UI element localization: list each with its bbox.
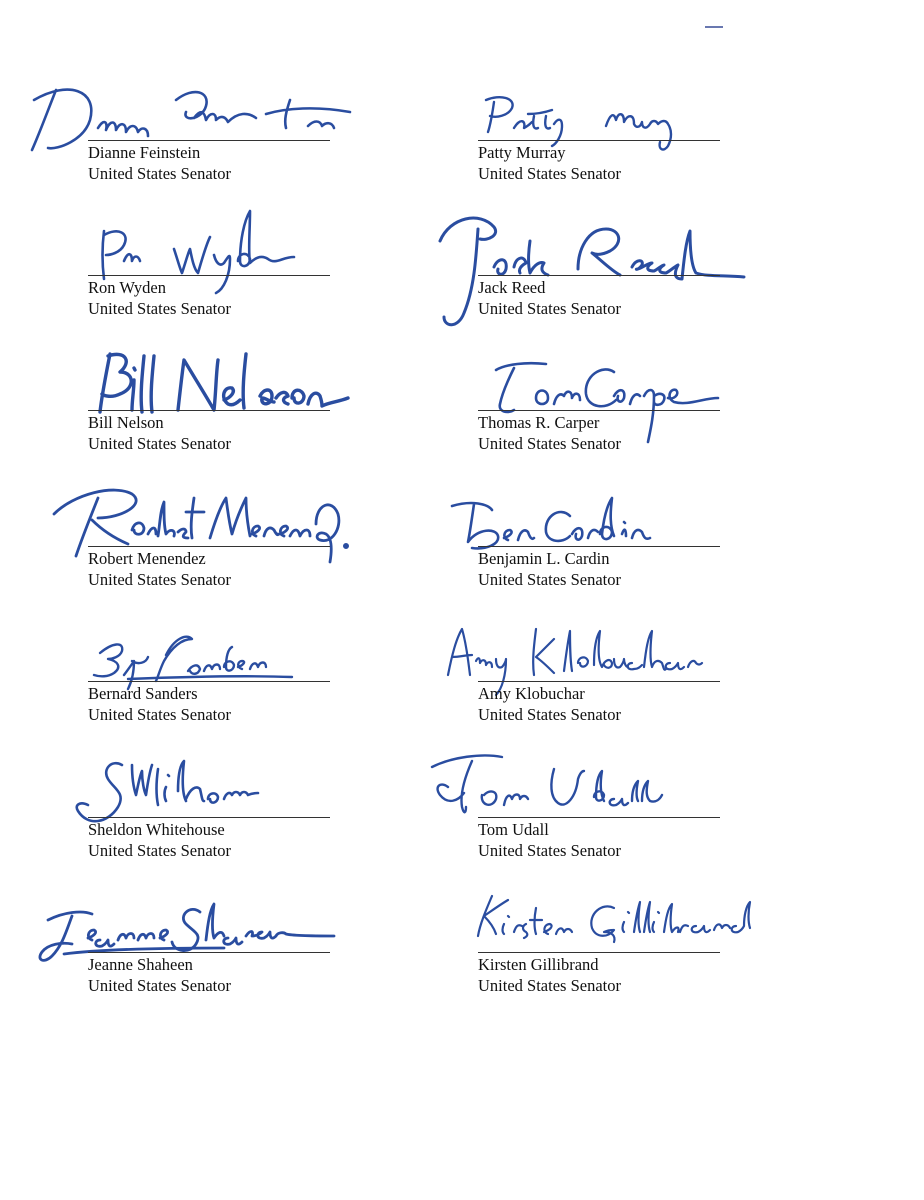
signer-name: Patty Murray xyxy=(478,143,566,162)
signer-name: Dianne Feinstein xyxy=(88,143,201,162)
signer-title: United States Senator xyxy=(478,976,621,995)
signer-title: United States Senator xyxy=(478,705,621,724)
signer-title: United States Senator xyxy=(478,841,621,860)
signer-title: United States Senator xyxy=(88,164,231,183)
signature-line xyxy=(478,140,720,141)
signature-block xyxy=(478,340,738,470)
signer-name: Thomas R. Carper xyxy=(478,413,600,432)
signature-line xyxy=(88,410,330,411)
signer-title: United States Senator xyxy=(88,299,231,318)
signature-block xyxy=(88,747,348,877)
signature-block xyxy=(88,611,348,741)
signature-line xyxy=(478,410,720,411)
signature-line xyxy=(88,546,330,547)
signer-title: United States Senator xyxy=(478,434,621,453)
stray-pen-mark xyxy=(705,26,723,28)
signer-name: Bernard Sanders xyxy=(88,684,198,703)
signer-title: United States Senator xyxy=(478,299,621,318)
signer-name: Sheldon Whitehouse xyxy=(88,820,225,839)
signature-block xyxy=(88,70,348,200)
signature-line xyxy=(478,546,720,547)
signature-block xyxy=(88,340,348,470)
signature-block xyxy=(478,205,738,335)
signature-line xyxy=(88,681,330,682)
signature-line xyxy=(88,952,330,953)
signature-line xyxy=(88,275,330,276)
signer-name: Tom Udall xyxy=(478,820,549,839)
signer-name: Ron Wyden xyxy=(88,278,166,297)
signature-block xyxy=(478,747,738,877)
signer-title: United States Senator xyxy=(478,570,621,589)
signature-block xyxy=(478,882,738,1012)
signer-name: Jeanne Shaheen xyxy=(88,955,193,974)
signature-line xyxy=(478,681,720,682)
signature-block xyxy=(88,882,348,1012)
signer-name: Robert Menendez xyxy=(88,549,206,568)
signature-block xyxy=(478,611,738,741)
signer-title: United States Senator xyxy=(88,841,231,860)
signature-line xyxy=(478,817,720,818)
signature-line xyxy=(478,952,720,953)
signature-line xyxy=(478,275,720,276)
signer-name: Benjamin L. Cardin xyxy=(478,549,610,568)
signer-title: United States Senator xyxy=(478,164,621,183)
signature-block xyxy=(478,70,738,200)
signature-block xyxy=(88,205,348,335)
signature-line xyxy=(88,140,330,141)
signer-title: United States Senator xyxy=(88,434,231,453)
signature-block xyxy=(478,476,738,606)
signer-title: United States Senator xyxy=(88,705,231,724)
signer-title: United States Senator xyxy=(88,570,231,589)
signature-block xyxy=(88,476,348,606)
signer-name: Kirsten Gillibrand xyxy=(478,955,599,974)
signer-title: United States Senator xyxy=(88,976,231,995)
signer-name: Jack Reed xyxy=(478,278,546,297)
signer-name: Amy Klobuchar xyxy=(478,684,585,703)
signature-line xyxy=(88,817,330,818)
signer-name: Bill Nelson xyxy=(88,413,164,432)
